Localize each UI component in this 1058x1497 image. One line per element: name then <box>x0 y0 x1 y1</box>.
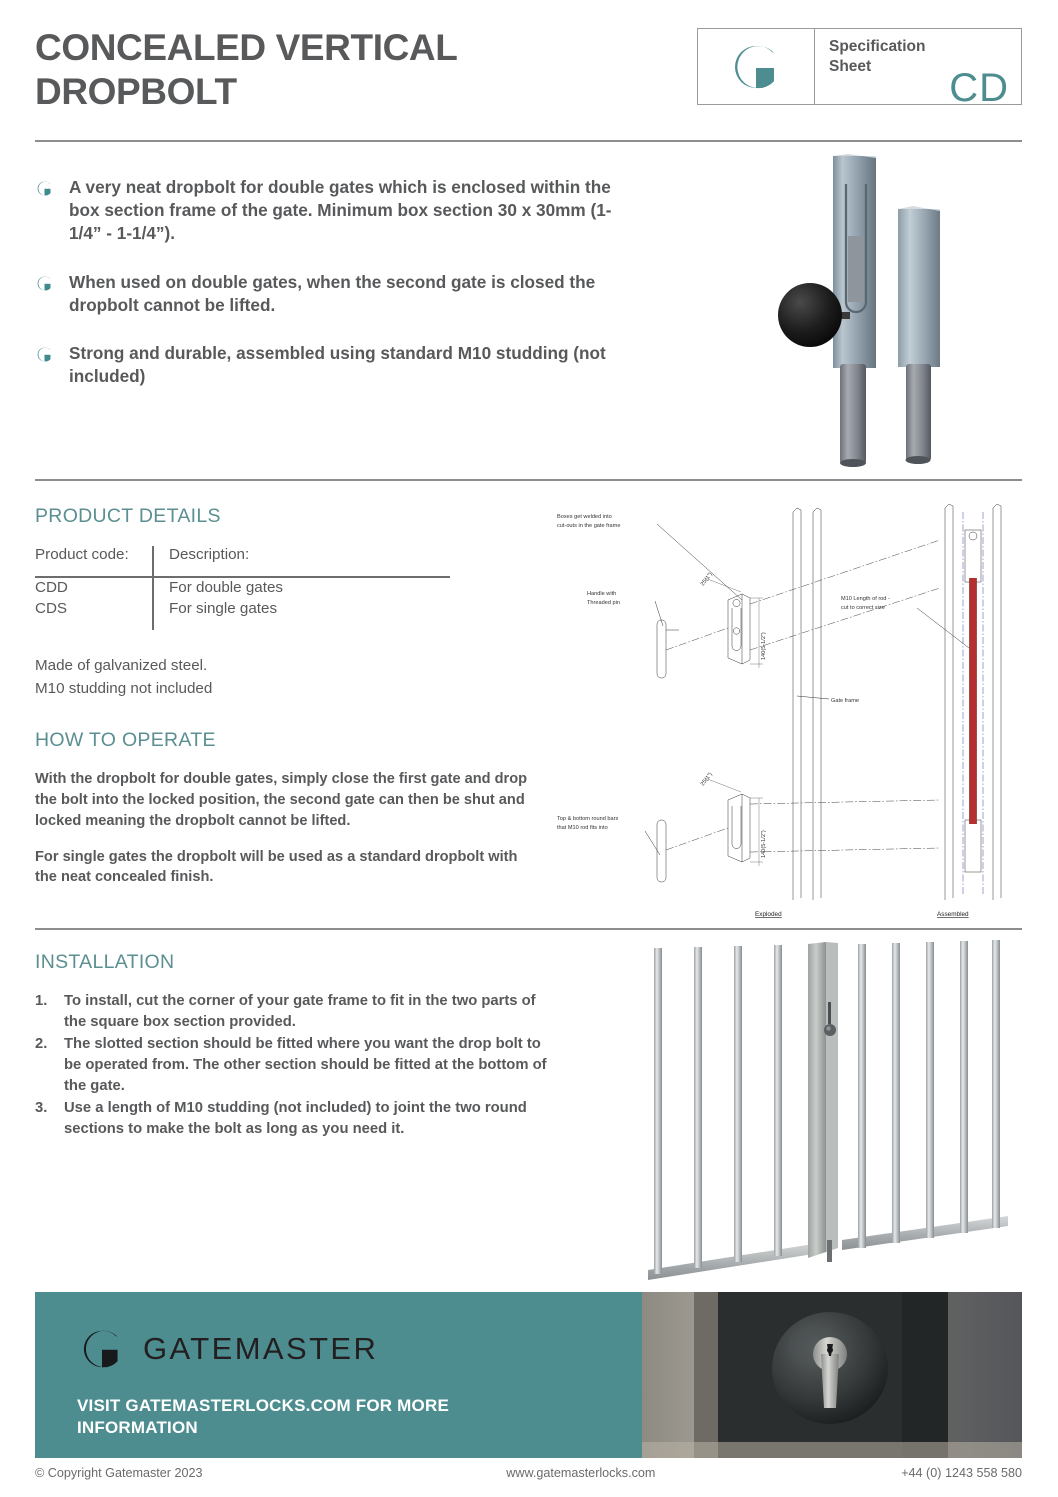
spec-sheet-badge <box>697 28 1022 110</box>
footer-copyright: © Copyright Gatemaster 2023 <box>35 1466 203 1480</box>
gate-lock-cylinder-photo <box>642 1292 1022 1458</box>
material-note-line: Made of galvanized steel. <box>35 657 208 674</box>
list-item <box>35 1034 555 1097</box>
svg-text:cut to correct size: cut to correct size <box>841 605 885 611</box>
banner-cta-text: VISIT GATEMASTERLOCKS.COM FOR MORE INFORMATION <box>77 1396 449 1438</box>
annotation-handle-pin <box>587 591 663 626</box>
installation-steps <box>35 991 555 1141</box>
dropbolt-product-photo <box>770 152 1020 472</box>
banner-logo-row <box>77 1324 378 1374</box>
annotation-boxes-welded <box>557 514 742 600</box>
cell-description: For double gates <box>169 579 283 596</box>
cell-product-code: CDS <box>35 599 68 617</box>
svg-text:that M10 rod fits into: that M10 rod fits into <box>557 825 608 831</box>
list-item <box>35 991 555 1033</box>
paragraph: With the dropbolt for double gates, simply close the first gate and drop the bolt into the locked position, the second gate can then be shut and locked meaning the dropbolt cannot be lifted. <box>35 771 528 829</box>
column-header-description: Description: <box>169 546 250 563</box>
bullet-text: A very neat dropbolt for double gates which is enclosed within the box section frame of the gate. Minimum box section 30 x 30mm (1-1/4” - 1-1/4”). <box>69 177 612 243</box>
caption-assembled: Assembled <box>937 911 969 918</box>
footer-banner <box>35 1292 1022 1458</box>
paragraph: For single gates the dropbolt will be used as a standard dropbolt with the neat concealed finish. <box>35 848 518 886</box>
gatemaster-g-bullet-icon <box>35 176 69 245</box>
list-item <box>35 1098 555 1140</box>
footer-website[interactable]: www.gatemasterlocks.com <box>506 1466 656 1480</box>
installation-divider <box>35 928 1022 930</box>
bullet-text: When used on double gates, when the second gate is closed the dropbolt cannot be lifted. <box>69 271 596 315</box>
svg-text:Boxes get welded into: Boxes get welded into <box>557 514 612 520</box>
page-header <box>0 0 1058 140</box>
svg-text:Gate frame: Gate frame <box>831 698 859 704</box>
how-to-operate-body <box>35 769 535 888</box>
dimension-width-label: 25(1") <box>699 571 714 588</box>
page-footer <box>35 1466 1022 1480</box>
double-gate-3d-render <box>630 940 1030 1290</box>
badge-logo-cell <box>698 29 815 104</box>
material-note-line: M10 studding not included <box>35 679 213 697</box>
material-notes <box>35 655 212 700</box>
section-heading-how-to-operate: HOW TO OPERATE <box>35 729 216 751</box>
step-number: 2. <box>35 1036 48 1052</box>
product-details-divider <box>35 479 1022 481</box>
product-details-table <box>35 546 450 620</box>
table-header-row <box>35 546 450 568</box>
badge-product-code: CD <box>949 66 1009 110</box>
cell-description: For single gates <box>169 599 278 617</box>
dimension-height-label: 140(5-1/2") <box>761 632 767 660</box>
list-item <box>35 176 635 245</box>
technical-drawing <box>545 500 1035 925</box>
gatemaster-g-bullet-icon <box>35 271 69 317</box>
step-text: The slotted section should be fitted where you want the drop bolt to be operated from. The other section should be fitted at the bottom of the gate. <box>64 1036 547 1094</box>
step-number: 3. <box>35 1100 48 1116</box>
section-heading-product-details: PRODUCT DETAILS <box>35 505 221 527</box>
intro-bullet-list <box>35 176 635 414</box>
list-item <box>35 271 635 317</box>
header-divider <box>35 140 1022 142</box>
page-title: CONCEALED VERTICAL DROPBOLT <box>35 27 457 112</box>
list-item <box>35 342 635 388</box>
svg-text:25(1"): 25(1") <box>699 771 714 788</box>
caption-exploded: Exploded <box>755 911 782 918</box>
cell-product-code: CDD <box>35 579 68 596</box>
gatemaster-g-bullet-icon <box>35 342 69 388</box>
svg-text:M10 Length of rod -: M10 Length of rod - <box>841 596 890 602</box>
section-heading-installation: INSTALLATION <box>35 951 175 973</box>
step-number: 1. <box>35 993 48 1009</box>
annotation-round-bars <box>557 816 660 855</box>
table-row <box>35 599 450 620</box>
step-text: Use a length of M10 studding (not included) to joint the two round sections to make the bolt as long as you need it. <box>64 1100 527 1137</box>
svg-text:Top & bottom round bars: Top & bottom round bars <box>557 816 619 822</box>
table-column-divider <box>152 546 154 630</box>
annotation-rod-length <box>841 596 969 648</box>
badge-text-cell <box>815 29 1021 110</box>
badge-spec-line1: Specification <box>829 38 926 55</box>
svg-text:cut-outs in the gate frame: cut-outs in the gate frame <box>557 523 621 529</box>
table-header-rule <box>35 576 450 578</box>
badge-spec-line2: Sheet <box>829 57 872 75</box>
gatemaster-g-logo-icon <box>727 38 785 96</box>
svg-text:140(5-1/2"): 140(5-1/2") <box>761 830 767 858</box>
svg-text:Handle with: Handle with <box>587 591 617 597</box>
svg-text:Threaded pin: Threaded pin <box>587 600 620 606</box>
column-header-code: Product code: <box>35 546 129 563</box>
bullet-text: Strong and durable, assembled using standard M10 studding (not included) <box>69 343 606 387</box>
banner-wordmark: GATEMASTER <box>143 1331 379 1366</box>
gatemaster-g-logo-icon <box>77 1324 127 1374</box>
table-row <box>35 578 450 599</box>
annotation-gate-frame <box>797 696 859 704</box>
footer-phone: +44 (0) 1243 558 580 <box>901 1466 1022 1480</box>
step-text: To install, cut the corner of your gate frame to fit in the two parts of the square box section provided. <box>64 993 536 1030</box>
